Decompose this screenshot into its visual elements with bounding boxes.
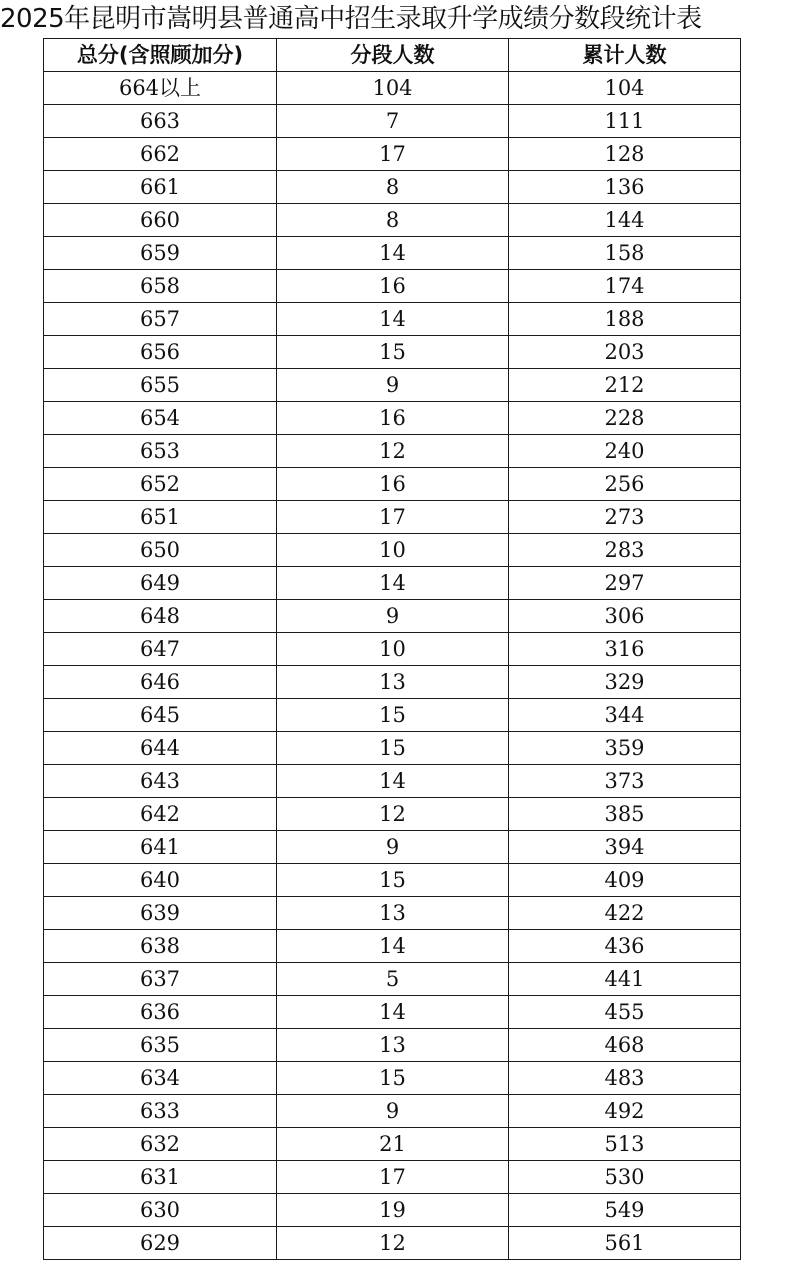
cumulative-count-cell: 329 — [509, 666, 741, 699]
segment-count-cell: 7 — [277, 105, 509, 138]
segment-count-cell: 9 — [277, 831, 509, 864]
segment-count-cell: 15 — [277, 336, 509, 369]
segment-count-cell: 9 — [277, 369, 509, 402]
table-row — [44, 402, 741, 435]
cumulative-count-cell: 385 — [509, 798, 741, 831]
table-row — [44, 72, 741, 105]
table-row — [44, 732, 741, 765]
table-row — [44, 996, 741, 1029]
cumulative-count-cell: 483 — [509, 1062, 741, 1095]
segment-count-cell: 12 — [277, 1227, 509, 1260]
score-cell: 641 — [44, 831, 277, 864]
score-cell: 633 — [44, 1095, 277, 1128]
segment-count-cell: 12 — [277, 435, 509, 468]
cumulative-count-cell: 513 — [509, 1128, 741, 1161]
table-row — [44, 897, 741, 930]
cumulative-count-cell: 273 — [509, 501, 741, 534]
cumulative-count-cell: 344 — [509, 699, 741, 732]
cumulative-count-cell: 174 — [509, 270, 741, 303]
table-row — [44, 105, 741, 138]
score-cell: 664以上 — [44, 72, 277, 105]
segment-count-cell: 21 — [277, 1128, 509, 1161]
cumulative-count-cell: 373 — [509, 765, 741, 798]
table-row — [44, 501, 741, 534]
table-row — [44, 138, 741, 171]
header-row — [44, 39, 741, 72]
cumulative-count-cell: 104 — [509, 72, 741, 105]
table-row — [44, 1029, 741, 1062]
table-row — [44, 1227, 741, 1260]
table-row — [44, 699, 741, 732]
table-row — [44, 1095, 741, 1128]
segment-count-cell: 13 — [277, 897, 509, 930]
cumulative-count-cell: 455 — [509, 996, 741, 1029]
score-cell: 644 — [44, 732, 277, 765]
score-cell: 637 — [44, 963, 277, 996]
table-row — [44, 336, 741, 369]
cumulative-count-cell: 441 — [509, 963, 741, 996]
cumulative-count-cell: 436 — [509, 930, 741, 963]
cumulative-count-cell: 530 — [509, 1161, 741, 1194]
table-row — [44, 831, 741, 864]
segment-count-cell: 16 — [277, 402, 509, 435]
table-row — [44, 237, 741, 270]
cumulative-count-cell: 422 — [509, 897, 741, 930]
table-row — [44, 567, 741, 600]
cumulative-count-cell: 212 — [509, 369, 741, 402]
table-row — [44, 369, 741, 402]
table-row — [44, 1128, 741, 1161]
score-cell: 647 — [44, 633, 277, 666]
score-cell: 639 — [44, 897, 277, 930]
score-cell: 662 — [44, 138, 277, 171]
segment-count-cell: 15 — [277, 732, 509, 765]
cumulative-count-cell: 359 — [509, 732, 741, 765]
segment-count-cell: 14 — [277, 237, 509, 270]
segment-count-cell: 8 — [277, 171, 509, 204]
table-row — [44, 765, 741, 798]
segment-count-cell: 17 — [277, 501, 509, 534]
cumulative-count-cell: 136 — [509, 171, 741, 204]
cumulative-count-cell: 228 — [509, 402, 741, 435]
score-cell: 651 — [44, 501, 277, 534]
score-cell: 654 — [44, 402, 277, 435]
cumulative-count-cell: 144 — [509, 204, 741, 237]
table-row — [44, 1194, 741, 1227]
segment-count-cell: 15 — [277, 699, 509, 732]
cumulative-count-cell: 306 — [509, 600, 741, 633]
score-cell: 659 — [44, 237, 277, 270]
cumulative-count-cell: 111 — [509, 105, 741, 138]
segment-count-cell: 17 — [277, 1161, 509, 1194]
segment-count-cell: 12 — [277, 798, 509, 831]
score-cell: 653 — [44, 435, 277, 468]
table-row — [44, 270, 741, 303]
segment-count-cell: 14 — [277, 930, 509, 963]
score-cell: 657 — [44, 303, 277, 336]
score-cell: 645 — [44, 699, 277, 732]
segment-count-cell: 14 — [277, 996, 509, 1029]
segment-count-cell: 15 — [277, 1062, 509, 1095]
table-row — [44, 1062, 741, 1095]
score-cell: 660 — [44, 204, 277, 237]
score-cell: 646 — [44, 666, 277, 699]
cumulative-count-cell: 492 — [509, 1095, 741, 1128]
score-cell: 638 — [44, 930, 277, 963]
header-cumulative-count: 累计人数 — [509, 39, 741, 72]
table-row — [44, 303, 741, 336]
score-cell: 655 — [44, 369, 277, 402]
cumulative-count-cell: 549 — [509, 1194, 741, 1227]
cumulative-count-cell: 203 — [509, 336, 741, 369]
segment-count-cell: 9 — [277, 600, 509, 633]
table-row — [44, 963, 741, 996]
segment-count-cell: 16 — [277, 468, 509, 501]
score-cell: 630 — [44, 1194, 277, 1227]
segment-count-cell: 16 — [277, 270, 509, 303]
table-row — [44, 930, 741, 963]
header-segment-count: 分段人数 — [277, 39, 509, 72]
score-cell: 634 — [44, 1062, 277, 1095]
table-header — [44, 39, 741, 72]
score-cell: 635 — [44, 1029, 277, 1062]
table-row — [44, 468, 741, 501]
segment-count-cell: 13 — [277, 1029, 509, 1062]
table-row — [44, 204, 741, 237]
score-cell: 632 — [44, 1128, 277, 1161]
table-row — [44, 798, 741, 831]
score-cell: 648 — [44, 600, 277, 633]
score-cell: 649 — [44, 567, 277, 600]
cumulative-count-cell: 188 — [509, 303, 741, 336]
table-row — [44, 171, 741, 204]
table-row — [44, 435, 741, 468]
cumulative-count-cell: 409 — [509, 864, 741, 897]
cumulative-count-cell: 468 — [509, 1029, 741, 1062]
cumulative-count-cell: 128 — [509, 138, 741, 171]
score-cell: 642 — [44, 798, 277, 831]
score-cell: 629 — [44, 1227, 277, 1260]
cumulative-count-cell: 297 — [509, 567, 741, 600]
cumulative-count-cell: 394 — [509, 831, 741, 864]
score-cell: 640 — [44, 864, 277, 897]
score-cell: 663 — [44, 105, 277, 138]
segment-count-cell: 8 — [277, 204, 509, 237]
segment-count-cell: 10 — [277, 633, 509, 666]
page-title: 2025年昆明市嵩明县普通高中招生录取升学成绩分数段统计表 — [0, 4, 702, 34]
cumulative-count-cell: 316 — [509, 633, 741, 666]
segment-count-cell: 9 — [277, 1095, 509, 1128]
score-cell: 643 — [44, 765, 277, 798]
score-distribution-table — [43, 38, 741, 1260]
cumulative-count-cell: 240 — [509, 435, 741, 468]
score-cell: 652 — [44, 468, 277, 501]
segment-count-cell: 5 — [277, 963, 509, 996]
segment-count-cell: 13 — [277, 666, 509, 699]
header-total-score: 总分(含照顾加分) — [44, 39, 277, 72]
segment-count-cell: 10 — [277, 534, 509, 567]
segment-count-cell: 14 — [277, 765, 509, 798]
table-row — [44, 633, 741, 666]
table-row — [44, 534, 741, 567]
table-row — [44, 666, 741, 699]
table-row — [44, 600, 741, 633]
segment-count-cell: 15 — [277, 864, 509, 897]
score-cell: 631 — [44, 1161, 277, 1194]
cumulative-count-cell: 158 — [509, 237, 741, 270]
score-cell: 656 — [44, 336, 277, 369]
cumulative-count-cell: 283 — [509, 534, 741, 567]
score-cell: 658 — [44, 270, 277, 303]
score-cell: 636 — [44, 996, 277, 1029]
segment-count-cell: 14 — [277, 303, 509, 336]
cumulative-count-cell: 256 — [509, 468, 741, 501]
segment-count-cell: 17 — [277, 138, 509, 171]
cumulative-count-cell: 561 — [509, 1227, 741, 1260]
segment-count-cell: 104 — [277, 72, 509, 105]
table-row — [44, 1161, 741, 1194]
table-body — [44, 72, 741, 1260]
table-row — [44, 864, 741, 897]
segment-count-cell: 14 — [277, 567, 509, 600]
score-cell: 661 — [44, 171, 277, 204]
segment-count-cell: 19 — [277, 1194, 509, 1227]
score-cell: 650 — [44, 534, 277, 567]
